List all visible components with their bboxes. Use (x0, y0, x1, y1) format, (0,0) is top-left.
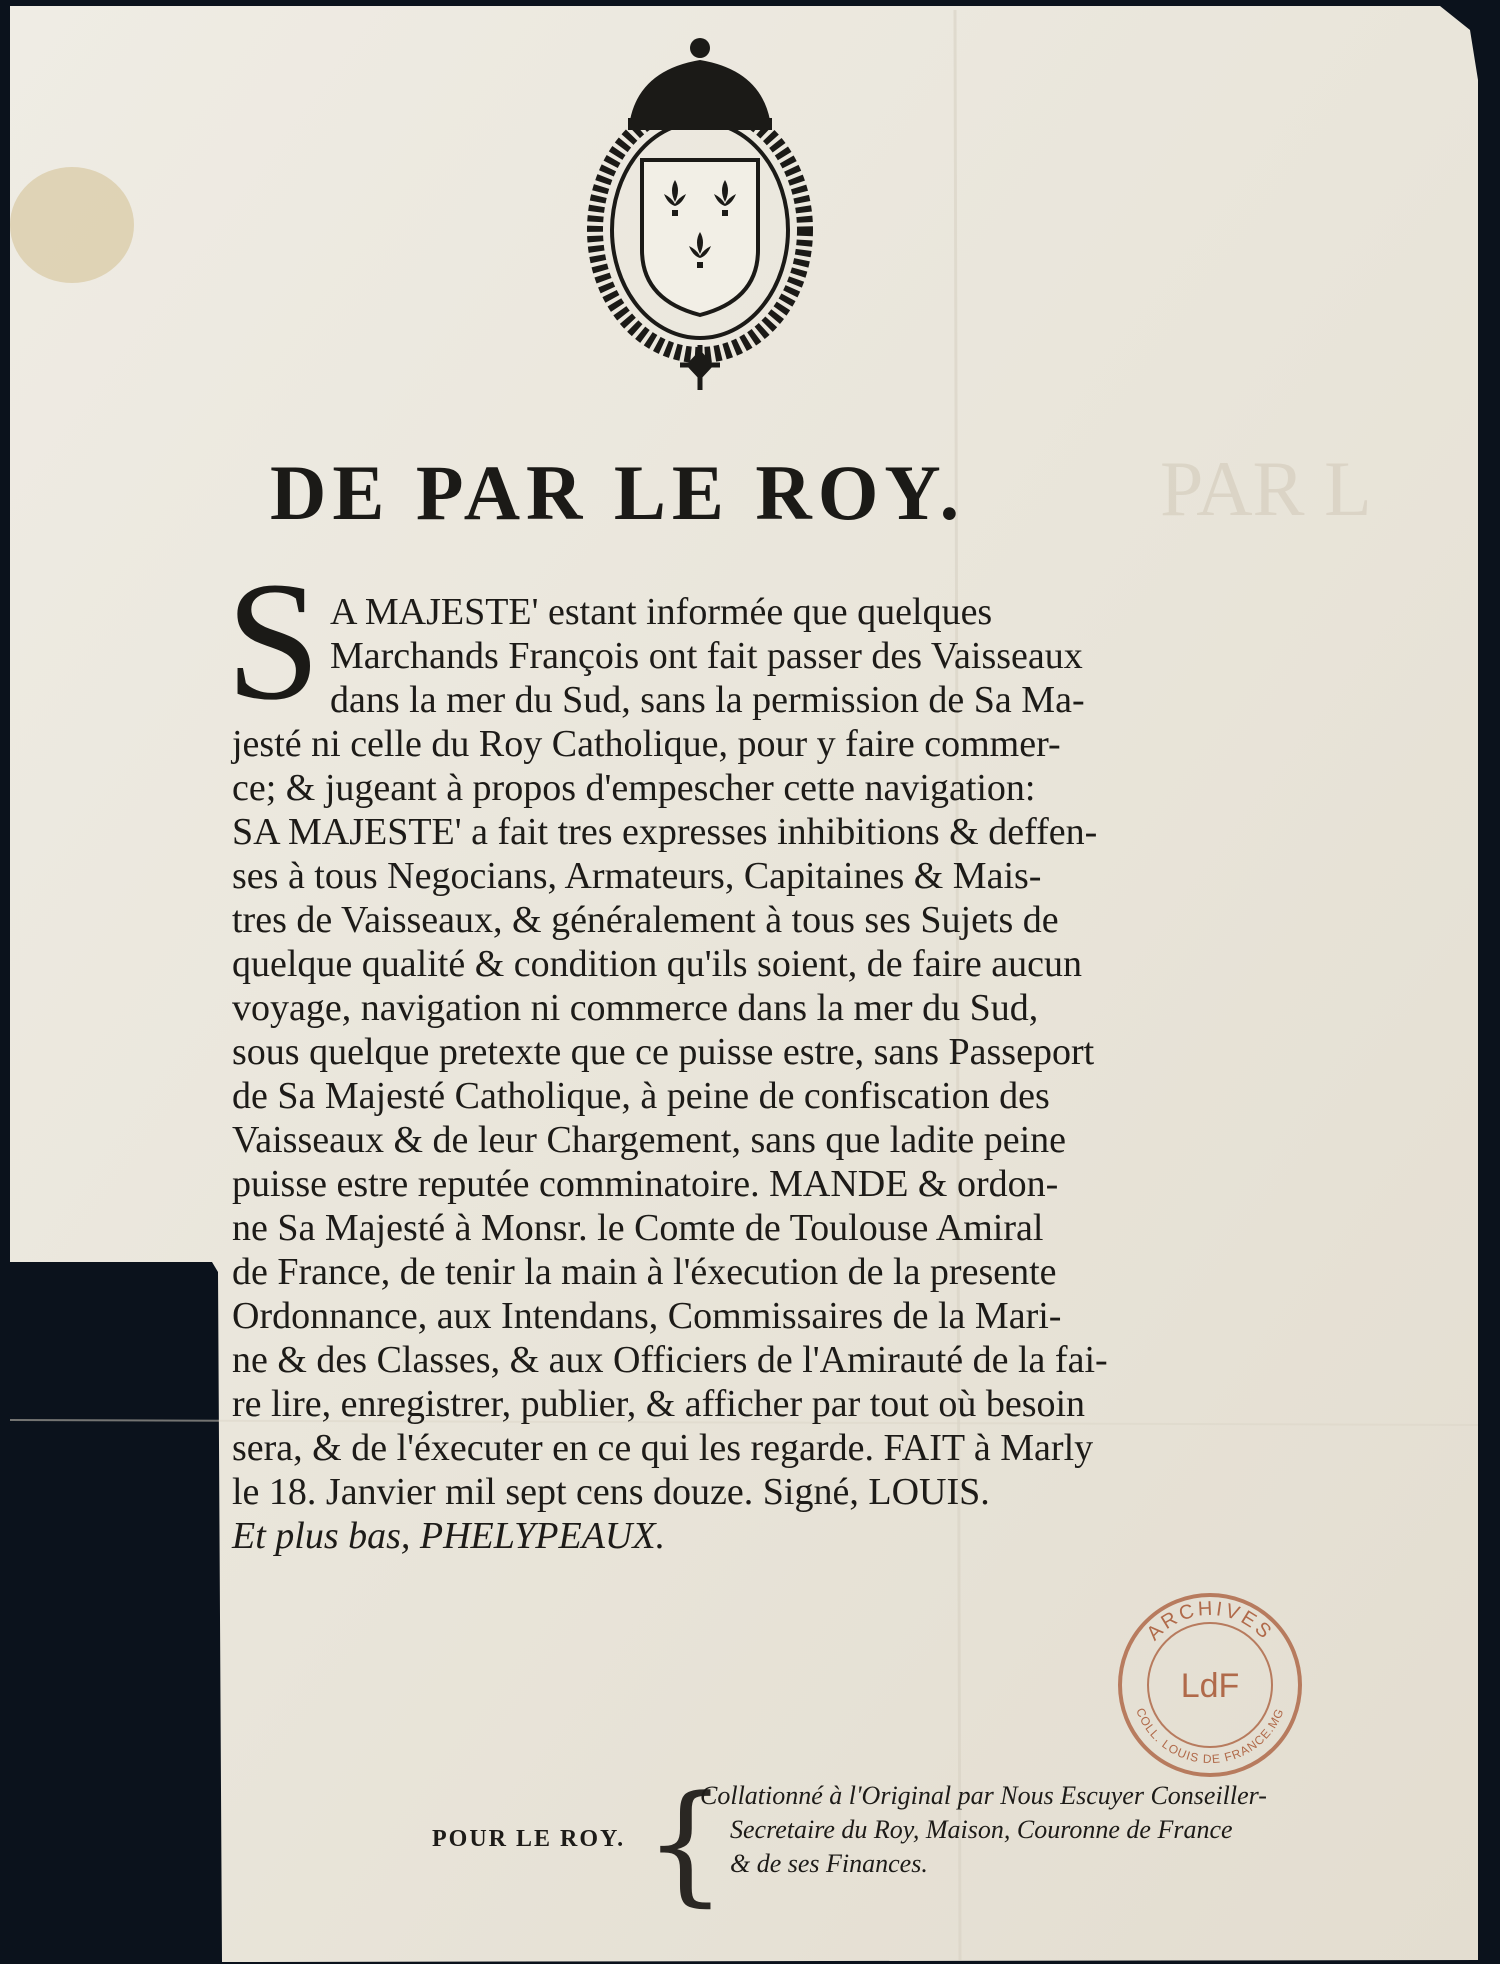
body-line: Vaisseaux & de leur Chargement, sans que ladite peine (232, 1119, 1066, 1161)
body-line: ce; & jugeant à propos d'empescher cette navigation: (232, 767, 1036, 809)
collation-line: Collationné à l'Original par Nous Escuyer Conseiller- (700, 1781, 1267, 1810)
body-line: tres de Vaisseaux, & généralement à tous ses Sujets de (232, 899, 1059, 941)
stamp-top-text: ARCHIVES (1142, 1597, 1278, 1645)
body-line: ses à tous Negocians, Armateurs, Capitaines & Mais- (232, 855, 1042, 897)
stamp-bottom-text: COLL. LOUIS DE FRANCE.MG (1133, 1705, 1287, 1767)
body-line: quelque qualité & condition qu'ils soient, de faire aucun (232, 943, 1083, 985)
collation-line: & de ses Finances. (730, 1849, 928, 1878)
body-line: re lire, enregistrer, publier, & afficher par tout où besoin (232, 1383, 1086, 1425)
svg-text:PAR L: PAR L (1160, 445, 1372, 532)
body-line: ne & des Classes, & aux Officiers de l'Amirauté de la fai- (232, 1339, 1108, 1381)
body-line: voyage, navigation ni commerce dans la mer du Sud, (232, 987, 1039, 1029)
body-line: SA MAJESTE' a fait tres expresses inhibitions & deffen- (232, 811, 1098, 853)
svg-text:COLL. LOUIS DE FRANCE.MG (1133, 1706, 1287, 1766)
pour-le-roy: POUR LE ROY. (432, 1826, 626, 1852)
drop-cap: S (226, 547, 321, 735)
brace-icon: { (644, 1767, 727, 1919)
body-line: Ordonnance, aux Intendans, Commissaires de la Mari- (232, 1295, 1062, 1337)
archive-stamp-text (1110, 1585, 1310, 1785)
body-line: sera, & de l'éxecuter en ce qui les regarde. FAIT à Marly (232, 1427, 1094, 1469)
body-line: de France, de tenir la main à l'éxecution de la presente (232, 1251, 1057, 1293)
body-line: A MAJESTE' estant informée que quelques (330, 591, 993, 633)
body-line: ne Sa Majesté à Monsr. le Comte de Toulouse Amiral (232, 1207, 1044, 1249)
body-line: puisse estre reputée comminatoire. MANDE & ordon- (232, 1163, 1059, 1205)
body-line: jesté ni celle du Roy Catholique, pour y faire commer- (232, 723, 1061, 765)
body-line: de Sa Majesté Catholique, à peine de confiscation des (232, 1075, 1050, 1117)
body-line: Marchands François ont fait passer des Vaisseaux (330, 635, 1083, 677)
body-line: dans la mer du Sud, sans la permission de Sa Ma- (330, 679, 1085, 721)
stamp-monogram: LdF (1180, 1667, 1240, 1705)
body-line: le 18. Janvier mil sept cens douze. Signé, LOUIS. (232, 1471, 990, 1513)
body-line: sous quelque pretexte que ce puisse estre, sans Passeport (232, 1031, 1095, 1073)
body-line: Et plus bas, PHELYPEAUX. (232, 1515, 666, 1557)
collation-line: Secretaire du Roy, Maison, Couronne de France (730, 1815, 1233, 1844)
page-title: DE PAR LE ROY. (270, 449, 966, 536)
svg-text:ARCHIVES (1143, 1598, 1278, 1645)
